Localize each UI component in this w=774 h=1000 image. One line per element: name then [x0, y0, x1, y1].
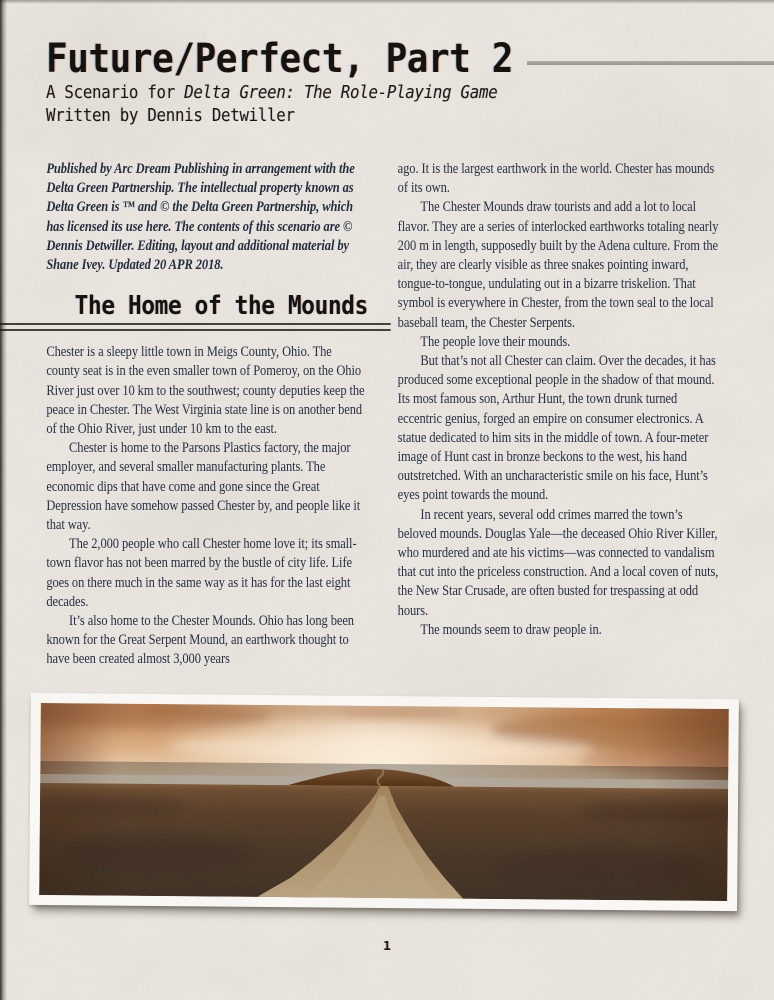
left-column [46, 160, 368, 670]
page-title: Future/Perfect, Part 2 [46, 36, 513, 82]
publisher-note: Published by Arc Dream Publishing in arrangement with the Delta Green Partnership. The intellectual property known as Delta Green is ™ and © the Delta Green Partnership, which has licensed its use here. The contents of this scenario are © Dennis Detwiller. Editing, layout and additional material by Shane Ivey. Updated 20 APR 2018. [46, 161, 355, 274]
page-number: 1 [383, 938, 391, 953]
mound-photo-frame [29, 693, 739, 911]
masthead [46, 36, 746, 128]
paragraph: In recent years, several odd crimes marred the town’s beloved mounds. Douglas Yale—the deceased Ohio River Killer, who murdered and ate his victims—was connected to vandalism that cut into the priceless construction. And a local coven of nuts, the New Star Crusade, are often busted for trespassing at odd hours. [397, 506, 719, 619]
paragraph: But that’s not all Chester can claim. Over the decades, it has produced some exceptional people in the shadow of that mound. Its most famous son, Arthur Hunt, the town drunk turned eccentric genius, forged an empire on consumer electronics. A statue dedicated to him sits in the middle of town. A four-meter image of Hunt cast in bronze beckons to the west, his hand outstretched. With an uncharacteristic smile on his face, Hunt’s eyes point towards the mound. [397, 353, 716, 504]
byline: Written by Dennis Detwiller [46, 106, 295, 126]
text-columns [0, 160, 774, 670]
subtitle [46, 82, 513, 105]
page-top-edge-shadow [0, 0, 774, 4]
paragraph: ago. It is the largest earthwork in the world. Chester has mounds of its own. [397, 161, 715, 197]
paragraph: It’s also home to the Chester Mounds. Ohio has long been known for the Great Serpent Mound, an earthwork thought to have been created almost 3,000 years [46, 613, 354, 668]
paragraph: The mounds seem to draw people in. [420, 621, 602, 638]
mound-photo [39, 703, 729, 901]
paragraph: The 2,000 people who call Chester home love it; its small-town flavor has not been marred by the bustle of city life. Life goes on there much in the same way as it has for the last eight decades. [46, 536, 357, 610]
section-heading: The Home of the Mounds [74, 291, 368, 322]
paragraph: The Chester Mounds draw tourists and add a lot to local flavor. They are a series of interlocked earthworks totaling nearly 200 m in length, supposedly built by the Adena culture. From the air, they are clearly visible as three snakes pointing inward, tongue-to-tongue, undulating out in a bizarre triskelion. That symbol is everywhere in Chester, from the town seal to the local baseball team, the Chester Serpents. [397, 199, 719, 331]
paragraph: The people love their mounds. [420, 333, 571, 350]
page-left-edge-shadow [0, 0, 7, 1000]
section-rule [0, 323, 391, 331]
paragraph: Chester is home to the Parsons Plastics factory, the major employer, and several smaller manufacturing plants. The economic dips that have come and gone since the Great Depression have somehow passed Chester by, and people like it that way. [46, 440, 361, 534]
paragraph: Chester is a sleepy little town in Meigs County, Ohio. The county seat is in the even smaller town of Pomeroy, on the Ohio River just over 10 km to the southwest; county deputies keep the peace in Chester. The West Virginia state line is on another bend of the Ohio River, just under 10 km to the east. [46, 344, 365, 438]
subtitle-game-title: Delta Green: The Role-Playing Game [184, 83, 498, 103]
right-column [398, 160, 720, 670]
subtitle-prefix: A Scenario for [46, 83, 185, 103]
